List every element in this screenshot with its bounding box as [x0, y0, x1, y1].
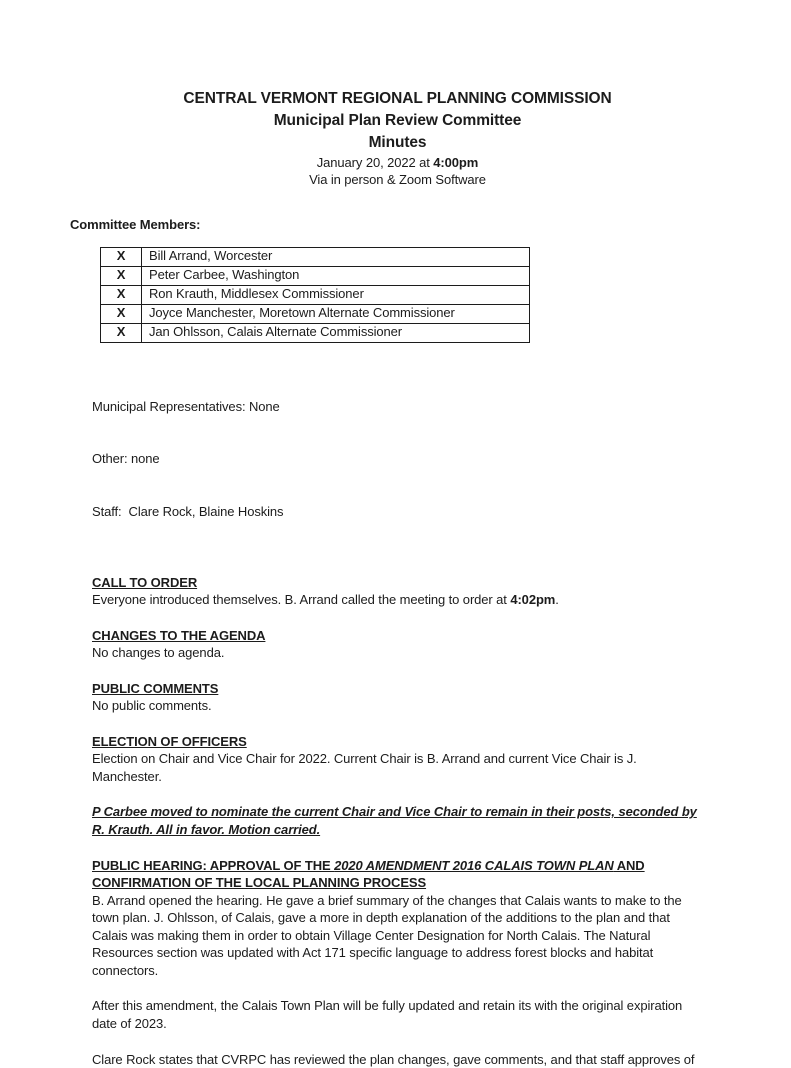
meeting-datetime: [92, 154, 703, 171]
section-body: [92, 591, 703, 609]
staff-line: Staff: Clare Rock, Blaine Hoskins: [92, 503, 703, 521]
call-to-order-time: 4:02pm: [510, 592, 555, 607]
heading-text: PUBLIC HEARING: APPROVAL OF THE: [92, 858, 334, 873]
call-to-order-text: Everyone introduced themselves. B. Arrand called the meeting to order at: [92, 592, 510, 607]
section-changes-to-agenda: [92, 627, 703, 662]
member-name: Jan Ohlsson, Calais Alternate Commissioner: [142, 323, 530, 342]
section-heading: CHANGES TO THE AGENDA: [92, 627, 703, 645]
attendance-mark: X: [101, 285, 142, 304]
table-row: [101, 304, 530, 323]
public-hearing-paragraph-2: After this amendment, the Calais Town Plan will be fully updated and retain its with the original expiration date of 2023.: [92, 997, 703, 1032]
section-public-hearing: [92, 857, 703, 1068]
meeting-location: Via in person & Zoom Software: [92, 171, 703, 188]
document-title: CENTRAL VERMONT REGIONAL PLANNING COMMISSION: [92, 88, 703, 110]
member-name: Ron Krauth, Middlesex Commissioner: [142, 285, 530, 304]
section-heading: PUBLIC COMMENTS: [92, 680, 703, 698]
section-body: No public comments.: [92, 697, 703, 715]
table-row: [101, 285, 530, 304]
municipal-representatives-line: Municipal Representatives: None: [92, 398, 703, 416]
call-to-order-period: .: [555, 592, 559, 607]
committee-members-table: [100, 247, 530, 343]
document-type: Minutes: [92, 132, 703, 154]
committee-members-label: Committee Members:: [70, 216, 703, 234]
heading-plan-title: 2020 AMENDMENT 2016 CALAIS TOWN PLAN: [334, 858, 614, 873]
member-name: Bill Arrand, Worcester: [142, 247, 530, 266]
section-heading: ELECTION OF OFFICERS: [92, 733, 703, 751]
public-hearing-paragraph-3: Clare Rock states that CVRPC has reviewed the plan changes, gave comments, and that staff approves of: [92, 1051, 703, 1068]
table-row: [101, 266, 530, 285]
section-call-to-order: [92, 574, 703, 609]
section-heading: CALL TO ORDER: [92, 574, 703, 592]
attendance-mark: X: [101, 323, 142, 342]
table-row: [101, 247, 530, 266]
attendance-mark: X: [101, 304, 142, 323]
section-body: No changes to agenda.: [92, 644, 703, 662]
section-election-of-officers: [92, 733, 703, 839]
table-row: [101, 323, 530, 342]
section-public-comments: [92, 680, 703, 715]
attendance-block: [92, 363, 703, 556]
member-name: Joyce Manchester, Moretown Alternate Commissioner: [142, 304, 530, 323]
section-body: Election on Chair and Vice Chair for 2022. Current Chair is B. Arrand and current Vice Chair is J. Manchester.: [92, 750, 703, 785]
member-name: Peter Carbee, Washington: [142, 266, 530, 285]
attendance-mark: X: [101, 266, 142, 285]
section-heading: [92, 857, 703, 892]
other-attendees-line: Other: none: [92, 450, 703, 468]
document-subtitle: Municipal Plan Review Committee: [92, 110, 703, 132]
motion-text: P Carbee moved to nominate the current Chair and Vice Chair to remain in their posts, seconded by R. Krauth. All in favor. Motion carried.: [92, 803, 703, 838]
public-hearing-paragraph-1: B. Arrand opened the hearing. He gave a brief summary of the changes that Calais wants to make to the town plan. J. Ohlsson, of Calais, gave a more in depth explanation of the additions to the plan and that Calais was making them in order to obtain Village Center Designation for North Calais. The Natural Resources section was updated with Act 171 specific language to address forest blocks and habitat connectors.: [92, 892, 703, 980]
meeting-time: 4:00pm: [433, 155, 478, 170]
attendance-mark: X: [101, 247, 142, 266]
document-header: [92, 88, 703, 188]
heading-text: AND CONFIRMATION OF THE LOCAL PLANNING PROCESS: [92, 858, 645, 891]
meeting-date: January 20, 2022 at: [317, 155, 434, 170]
